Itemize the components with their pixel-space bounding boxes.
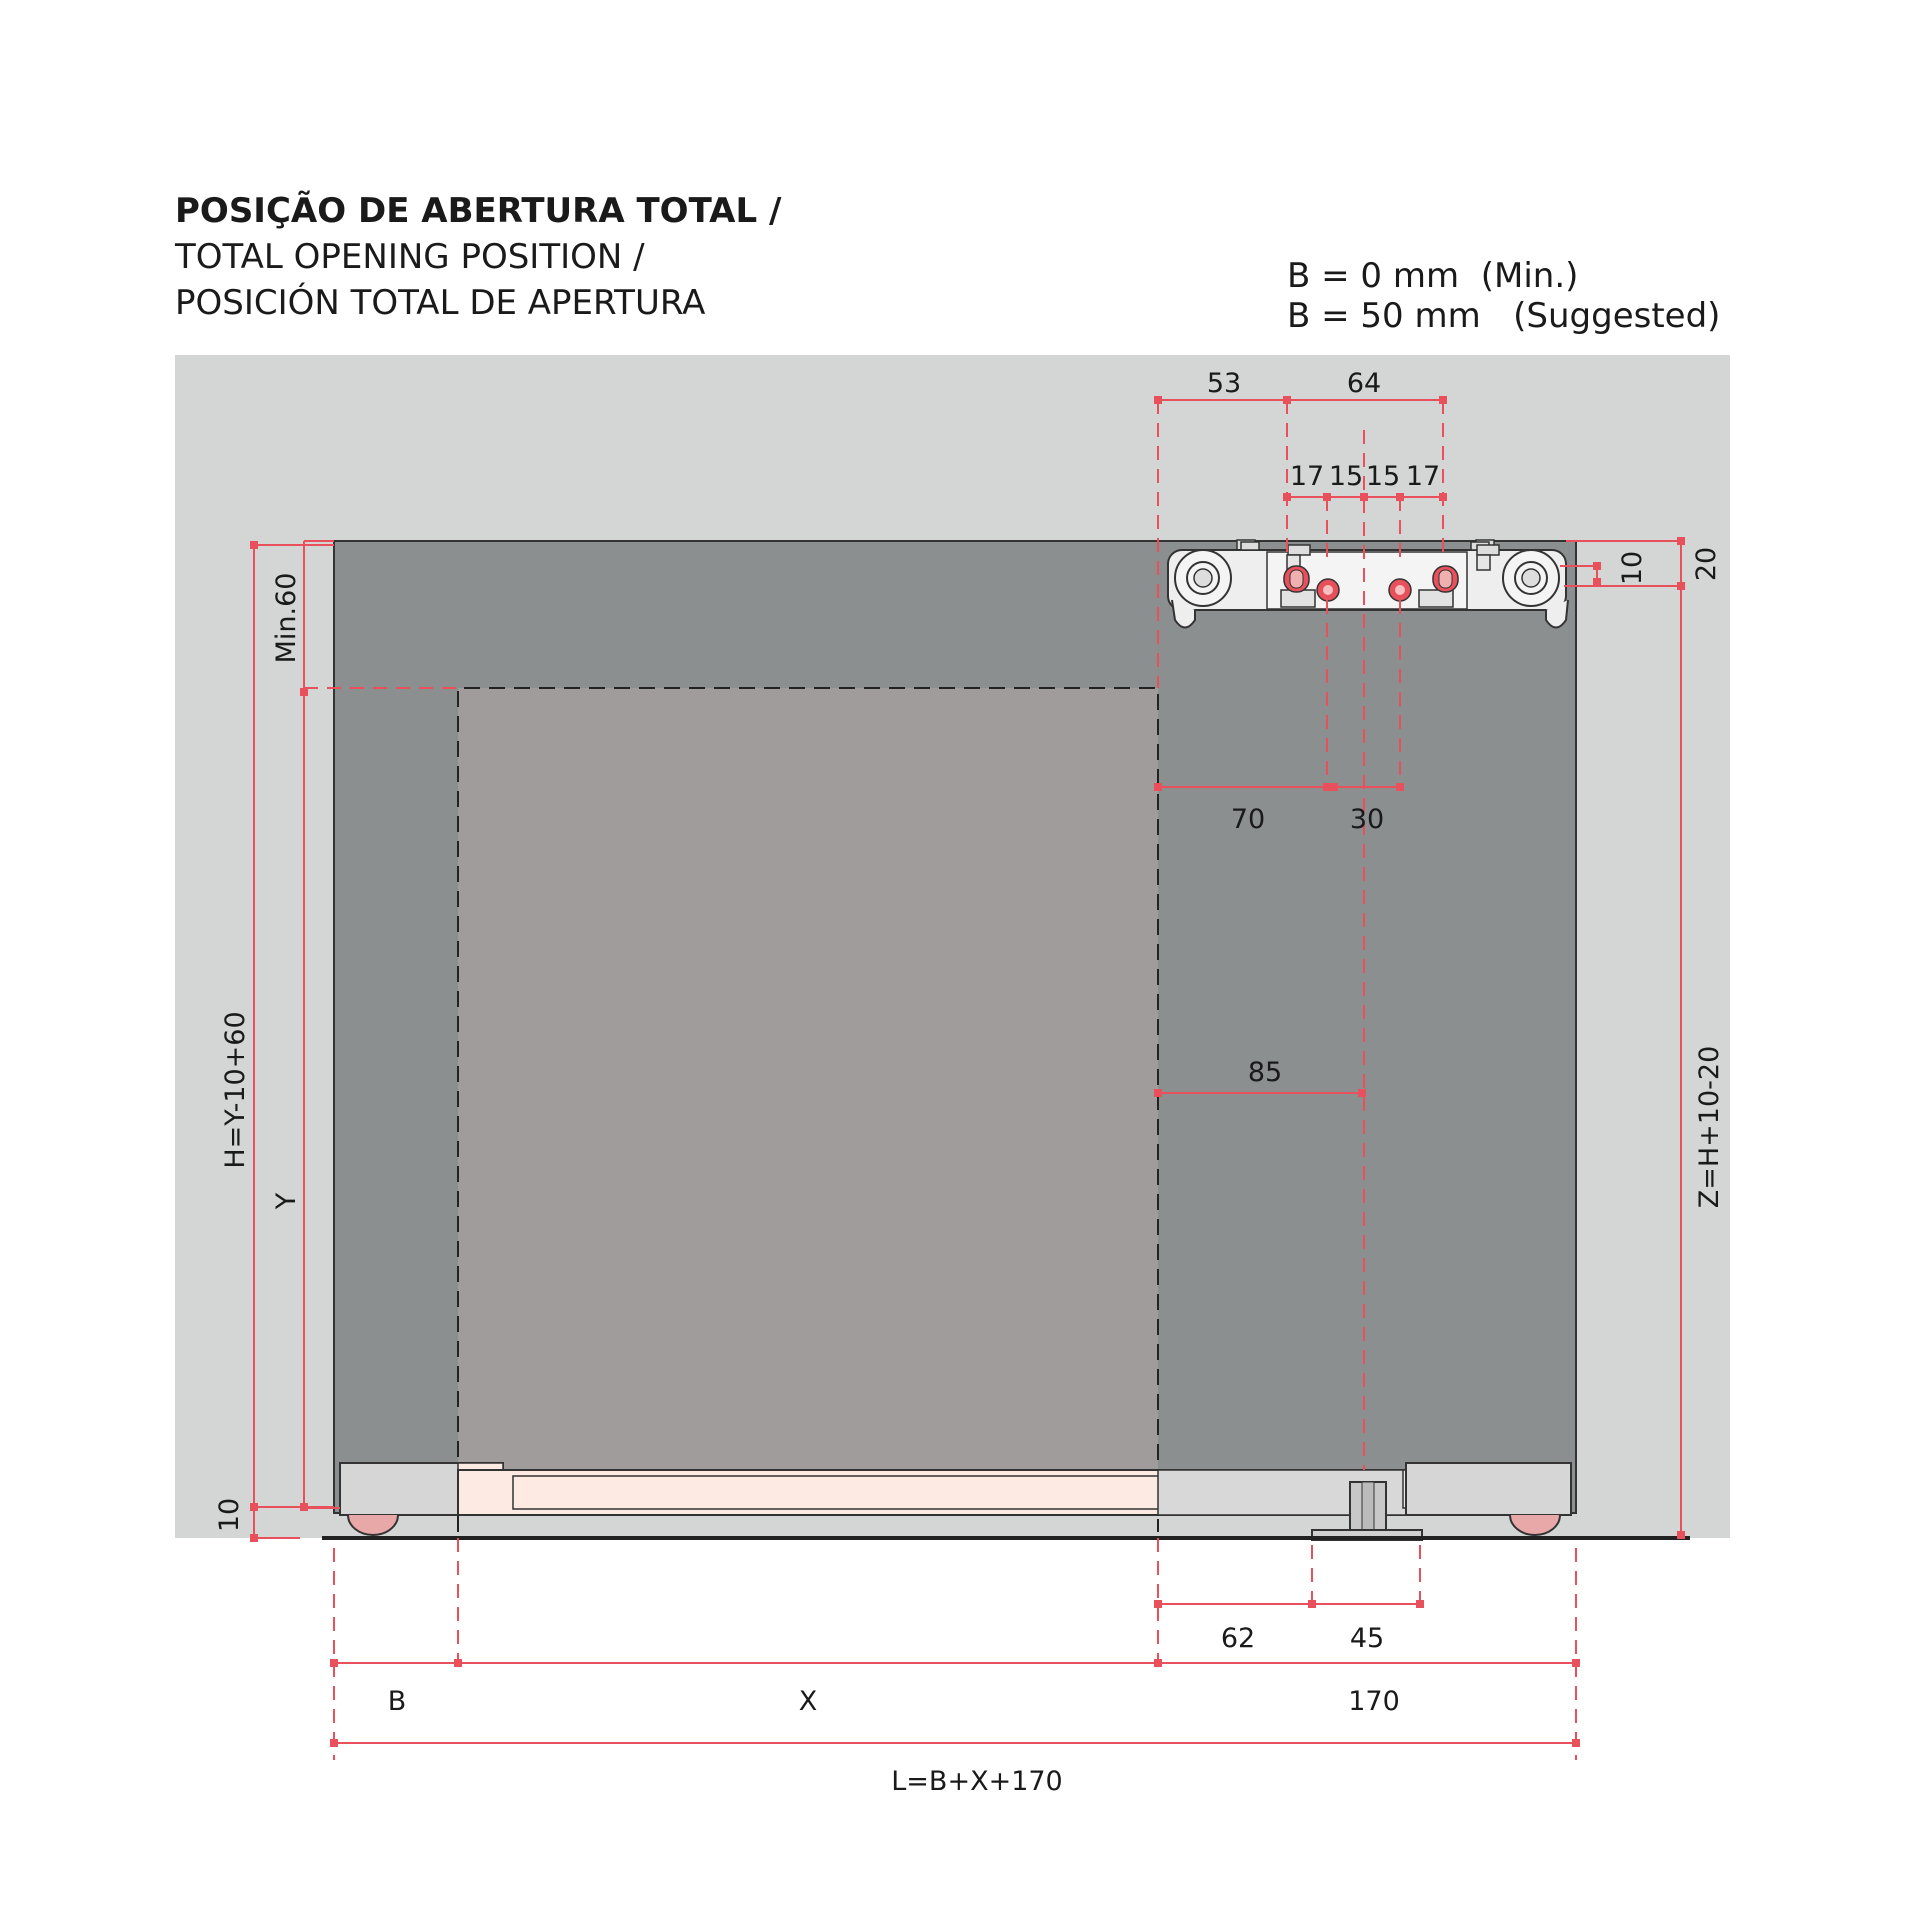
dim-20-right: 20 [1691,546,1722,582]
title-english: TOTAL OPENING POSITION / [175,237,645,277]
dim-15-right: 15 [1365,461,1401,492]
dim-17-right: 17 [1405,461,1441,492]
dim-x: X [798,1686,818,1717]
dim-10-right: 10 [1617,550,1648,586]
opening-area [458,688,1158,1491]
dim-min60: Min.60 [271,572,302,664]
dim-85: 85 [1247,1057,1283,1088]
dim-y: Y [271,1192,302,1210]
dim-b: B [387,1686,407,1717]
title-portuguese: POSIÇÃO DE ABERTURA TOTAL / [175,191,782,231]
dim-64: 64 [1346,368,1382,399]
dim-62: 62 [1220,1623,1256,1654]
dim-45: 45 [1349,1623,1385,1654]
dim-30: 30 [1349,804,1385,835]
dim-z-formula: Z=H+10-20 [1694,1045,1725,1209]
dim-17-left: 17 [1289,461,1325,492]
dim-170: 170 [1348,1686,1400,1717]
dim-l-formula: L=B+X+170 [891,1766,1063,1797]
dim-h-formula: H=Y-10+60 [220,1011,251,1169]
dim-70: 70 [1230,804,1266,835]
b-suggested-note: B = 50 mm (Suggested) [1287,296,1721,336]
dim-53: 53 [1206,368,1242,399]
b-min-note: B = 0 mm (Min.) [1287,256,1579,296]
dim-10-left: 10 [214,1497,245,1533]
title-spanish: POSICIÓN TOTAL DE APERTURA [175,283,706,323]
dim-15-left: 15 [1328,461,1364,492]
